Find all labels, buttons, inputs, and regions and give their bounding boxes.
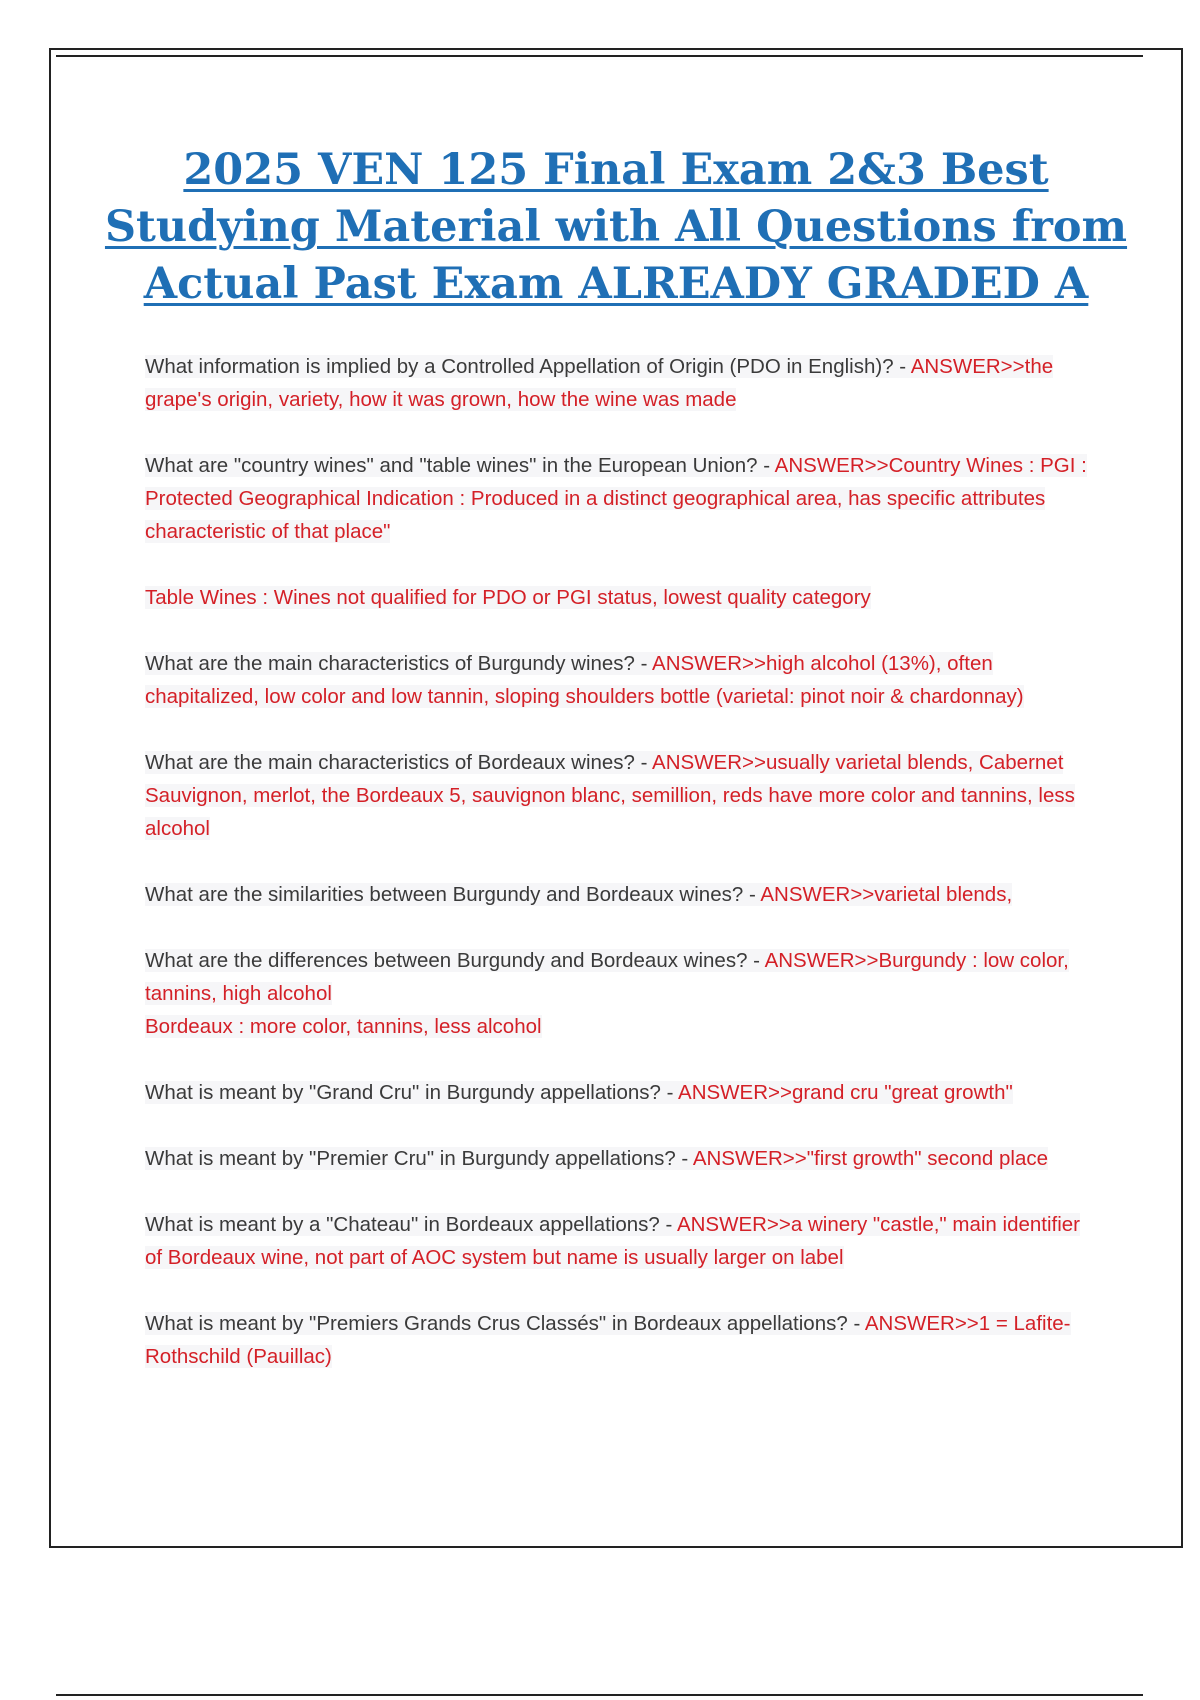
top-divider	[56, 55, 1143, 57]
answer-text: ANSWER>>high alcohol (13%), often chapitalized, low color and low tannin, sloping shoulders bottle (varietal: pinot noir & chardonnay)	[145, 652, 1024, 708]
qa-item	[145, 1307, 1095, 1373]
separator: -	[743, 883, 761, 906]
question-text: What is meant by a "Chateau" in Bordeaux appellations?	[145, 1213, 660, 1236]
separator: -	[675, 1147, 693, 1170]
separator: -	[847, 1312, 865, 1335]
qa-item	[145, 1208, 1095, 1274]
document-title: 2025 VEN 125 Final Exam 2&3 Best Studying Material with All Questions from Actual Past Exam ALREADY GRADED A	[104, 145, 1128, 309]
qa-item	[145, 944, 1095, 1043]
answer-text-line2: Bordeaux : more color, tannins, less alcohol	[145, 1015, 542, 1038]
qa-item	[145, 1142, 1095, 1175]
answer-text: ANSWER>>the grape's origin, variety, how it was grown, how the wine was made	[145, 355, 1054, 411]
answer-text: ANSWER>>Country Wines : PGI : Protected Geographical Indication : Produced in a distinct geographical area, has specific attributes characteristic of that place"	[145, 454, 1087, 543]
qa-item	[145, 647, 1095, 713]
answer-text: ANSWER>>a winery "castle," main identifier of Bordeaux wine, not part of AOC system but name is usually larger on label	[145, 1213, 1081, 1269]
qa-list	[145, 350, 1095, 1406]
question-text: What are the main characteristics of Bordeaux wines?	[145, 751, 635, 774]
answer-text: ANSWER>>usually varietal blends, Cabernet Sauvignon, merlot, the Bordeaux 5, sauvignon blanc, semillion, reds have more color and tannins, less alcohol	[145, 751, 1075, 840]
question-text: What is meant by "Premier Cru" in Burgundy appellations?	[145, 1147, 676, 1170]
separator: -	[659, 1213, 677, 1236]
question-text: What is meant by "Grand Cru" in Burgundy appellations?	[145, 1081, 661, 1104]
question-text: What information is implied by a Controlled Appellation of Origin (PDO in English)?	[145, 355, 894, 378]
separator: -	[634, 751, 653, 774]
qa-item	[145, 746, 1095, 845]
qa-item	[145, 878, 1095, 911]
answer-text: ANSWER>>varietal blends,	[760, 883, 1013, 906]
question-text: What are the similarities between Burgundy and Bordeaux wines?	[145, 883, 744, 906]
answer-text: Table Wines : Wines not qualified for PDO or PGI status, lowest quality category	[145, 586, 871, 609]
answer-text: ANSWER>>Burgundy : low color, tannins, high alcohol	[145, 949, 1069, 1005]
bottom-divider	[56, 1694, 1143, 1696]
separator: -	[893, 355, 911, 378]
separator: -	[634, 652, 653, 675]
answer-text: ANSWER>>"first growth" second place	[692, 1147, 1049, 1170]
separator: -	[747, 949, 765, 972]
answer-text: ANSWER>>1 = Lafite-Rothschild (Pauillac)	[145, 1312, 1071, 1368]
qa-item	[145, 1076, 1095, 1109]
question-text: What are "country wines" and "table wines" in the European Union?	[145, 454, 758, 477]
qa-item	[145, 350, 1095, 416]
qa-item	[145, 449, 1095, 548]
answer-text: ANSWER>>grand cru "great growth"	[678, 1081, 1013, 1104]
qa-item	[145, 581, 1095, 614]
separator: -	[660, 1081, 679, 1104]
question-text: What are the main characteristics of Burgundy wines?	[145, 652, 635, 675]
question-text: What are the differences between Burgundy and Bordeaux wines?	[145, 949, 748, 972]
question-text: What is meant by "Premiers Grands Crus Classés" in Bordeaux appellations?	[145, 1312, 848, 1335]
separator: -	[757, 454, 775, 477]
